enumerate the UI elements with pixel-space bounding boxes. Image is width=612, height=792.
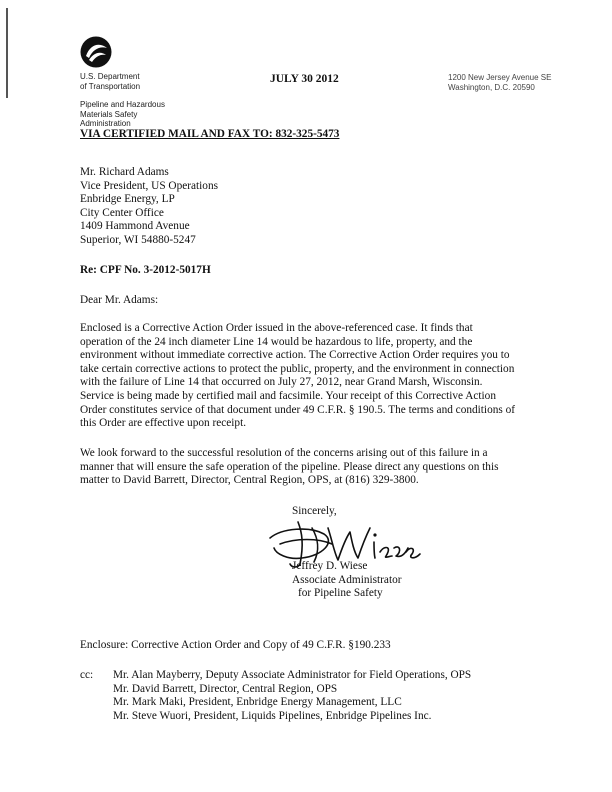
cc-recipient: Mr. Mark Maki, President, Enbridge Energy Management, LLC xyxy=(113,696,402,709)
paragraph-line: manner that will ensure the safe operation of the pipeline. Please direct any questions on this xyxy=(80,460,499,473)
department-line-2: of Transportation xyxy=(80,81,141,91)
recipient-line: 1409 Hammond Avenue xyxy=(80,220,190,233)
agency-line-1: Pipeline and Hazardous xyxy=(80,100,165,109)
salutation: Dear Mr. Adams: xyxy=(80,294,159,306)
agency-address xyxy=(448,73,551,92)
paragraph-line: with the failure of Line 14 that occurred on July 27, 2012, near Grand Marsh, Wisconsin. xyxy=(80,376,483,389)
recipient-address xyxy=(80,166,218,248)
re-line: Re: CPF No. 3-2012-5017H xyxy=(80,264,211,276)
cc-recipient: Mr. Steve Wuori, President, Liquids Pipelines, Enbridge Pipelines Inc. xyxy=(113,709,432,722)
paragraph-line: Enclosed is a Corrective Action Order issued in the above-referenced case. It finds that xyxy=(80,322,473,334)
body-paragraph-1 xyxy=(80,322,580,431)
paragraph-line: environment without immediate corrective action. The Corrective Action Order requires you to xyxy=(80,349,510,362)
recipient-line: Mr. Richard Adams xyxy=(80,166,169,178)
paragraph-line: Service is being made by certified mail and facsimile. Your receipt of this Corrective Action xyxy=(80,389,496,402)
enclosure-line: Enclosure: Corrective Action Order and Copy of 49 C.F.R. §190.233 xyxy=(80,639,391,651)
scan-edge-mark xyxy=(6,8,8,98)
agency-line-2: Materials Safety xyxy=(80,109,138,119)
recipient-line: City Center Office xyxy=(80,206,164,219)
paragraph-line: matter to David Barrett, Director, Central Region, OPS, at (816) 329-3800. xyxy=(80,474,419,487)
address-line-1: 1200 New Jersey Avenue SE xyxy=(448,73,552,82)
cc-recipient: Mr. Alan Mayberry, Deputy Associate Administrator for Field Operations, OPS xyxy=(113,669,472,681)
paragraph-line: this Order are effective upon receipt. xyxy=(80,417,247,430)
paragraph-line: operation of the 24 inch diameter Line 14 would be hazardous to life, property, and the xyxy=(80,335,473,348)
body-paragraph-2 xyxy=(80,447,580,488)
agency-line-3: Administration xyxy=(80,119,131,128)
letter-date: JULY 30 2012 xyxy=(270,73,339,85)
paragraph-line: Order constitutes service of that document under 49 C.F.R. § 190.5. The terms and conditions of xyxy=(80,403,515,416)
signer-title: for Pipeline Safety xyxy=(298,587,383,600)
paragraph-line: We look forward to the successful resolution of the concerns arising out of this failure in a xyxy=(80,447,488,459)
signer-title: Associate Administrator xyxy=(292,573,402,586)
paragraph-line: take certain corrective actions to protect the public, property, and the environment in connection xyxy=(80,362,515,375)
department-line-1: U.S. Department xyxy=(80,72,140,81)
recipient-line: Vice President, US Operations xyxy=(80,179,218,192)
closing: Sincerely, xyxy=(292,505,337,517)
delivery-method: VIA CERTIFIED MAIL AND FAX TO: 832-325-5473 xyxy=(80,128,340,140)
cc-list xyxy=(113,669,471,723)
signer-block xyxy=(292,560,402,601)
recipient-line: Enbridge Energy, LP xyxy=(80,193,175,206)
signer-name: Jeffrey D. Wiese xyxy=(292,560,368,572)
cc-label: cc: xyxy=(80,669,94,681)
agency-name xyxy=(80,100,165,129)
cc-recipient: Mr. David Barrett, Director, Central Region, OPS xyxy=(113,682,338,695)
address-line-2: Washington, D.C. 20590 xyxy=(448,82,535,92)
department-name xyxy=(80,72,140,91)
dot-logo-icon xyxy=(80,36,112,68)
recipient-line: Superior, WI 54880-5247 xyxy=(80,233,196,246)
